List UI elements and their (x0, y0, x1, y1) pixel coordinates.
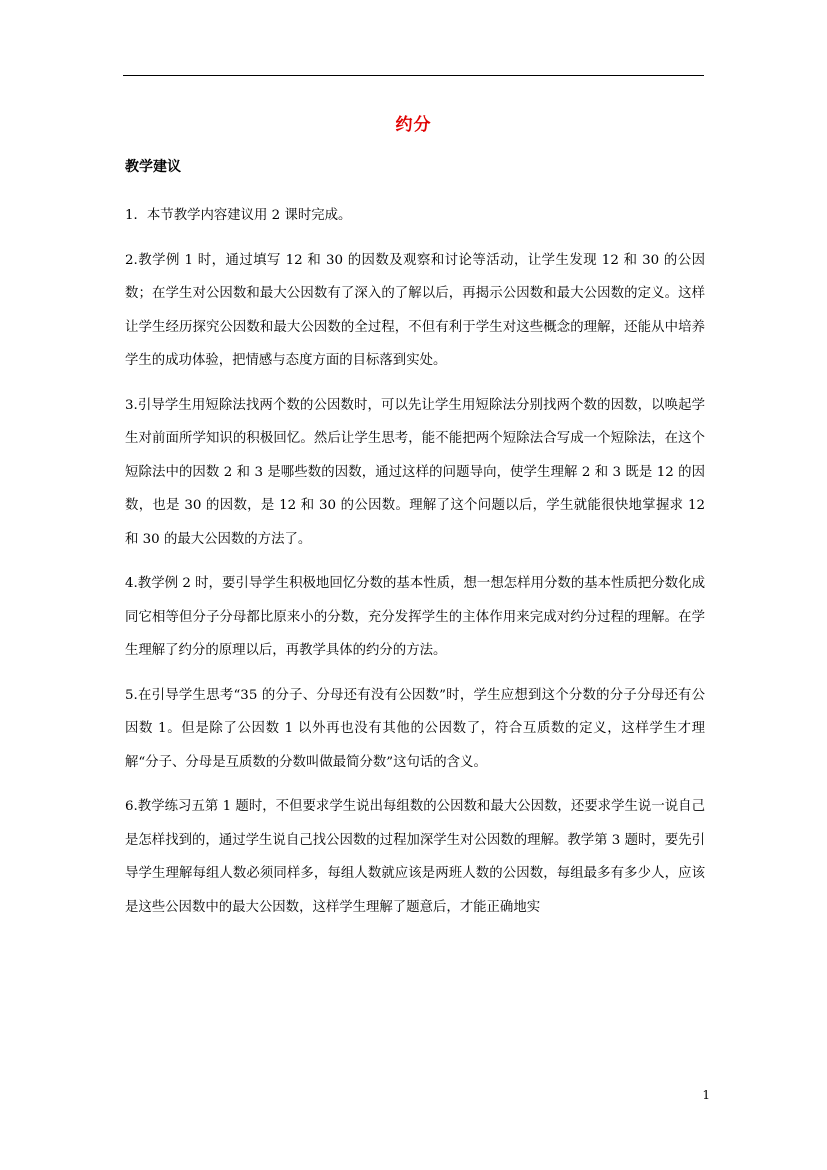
header-rule (123, 75, 704, 76)
paragraph-5: 5.在引导学生思考“35 的分子、分母还有没有公因数”时，学生应想到这个分数的分子分母还有公因数 1。但是除了公因数 1 以外再也没有其他的公因数了，符合互质数的定义，这样学生才理解“分子、分母是互质数的分数叫做最简分数”这句话的含义。 (125, 687, 705, 770)
page-number: 1 (702, 1088, 710, 1102)
document-title: 约分 (395, 115, 432, 135)
paragraph-1: 1．本节教学内容建议用 2 课时完成。 (125, 208, 352, 223)
paragraph-4: 4.教学例 2 时，要引导学生积极地回忆分数的基本性质，想一想怎样用分数的基本性质把分数化成同它相等但分子分母都比原来小的分数，充分发挥学生的主体作用来完成对约分过程的理解。在学生理解了约分的原理以后，再教学具体的约分的方法。 (125, 576, 705, 658)
section-heading: 教学建议 (125, 159, 181, 175)
paragraph-3: 3.引导学生用短除法找两个数的公因数时，可以先让学生用短除法分别找两个数的因数，以唤起学生对前面所学知识的积极回忆。然后让学生思考，能不能把两个短除法合写成一个短除法，在这个短除法中的因数 2 和 3 是哪些数的因数，通过这样的问题导向，使学生理解 2 和 3 既是 12 的因数，也是 30 的因数，是 12 和 30 的公因数。理解了这个问题以后，学生就能很快地掌握求 12 和 30 的最大公因数的方法了。 (125, 397, 705, 547)
paragraph-2: 2.教学例 1 时，通过填写 12 和 30 的因数及观察和讨论等活动，让学生发现 12 和 30 的公因数；在学生对公因数和最大公因数有了深入的了解以后，再揭示公因数和最大公因数的定义。这样让学生经历探究公因数和最大公因数的全过程，不但有利于学生对这些概念的理解，还能从中培养学生的成功体验，把情感与态度方面的目标落到实处。 (125, 252, 705, 368)
paragraph-6: 6.教学练习五第 1 题时，不但要求学生说出每组数的公因数和最大公因数，还要求学生说一说自己是怎样找到的，通过学生说自己找公因数的过程加深学生对公因数的理解。教学第 3 题时，要先引导学生理解每组人数必须同样多，每组人数就应该是两班人数的公因数，每组最多有多少人，应该是这些公因数中的最大公因数，这样学生理解了题意后，才能正确地实 (125, 799, 705, 915)
document-body (125, 199, 705, 935)
